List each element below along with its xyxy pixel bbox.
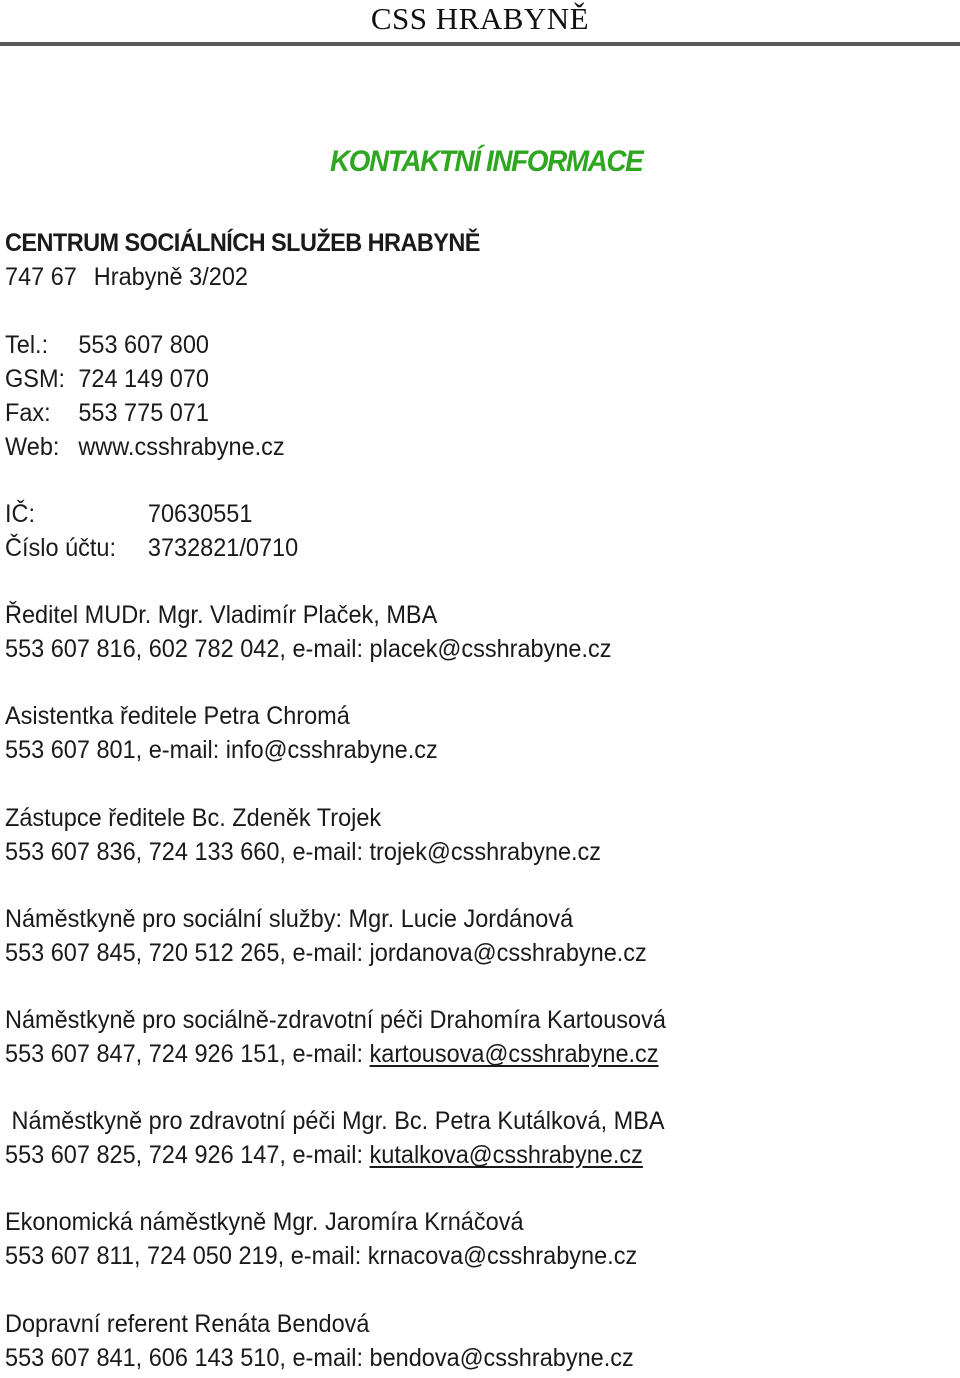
person-contact	[5, 735, 438, 765]
person-email-link[interactable]: trojek@csshrabyne.cz	[369, 838, 602, 866]
person-role-name: Ekonomická náměstkyně Mgr. Jaromíra Krnáčová	[5, 1208, 524, 1236]
person-role-name: Ředitel MUDr. Mgr. Vladimír Plaček, MBA	[5, 601, 438, 629]
header-title: CSS HRABYNĚ	[370, 1, 590, 36]
person-contact	[5, 634, 612, 664]
identifier-value: 70630551	[147, 500, 253, 528]
organization-address	[5, 262, 248, 292]
person-contact	[5, 1039, 659, 1069]
contact-row-fax	[5, 398, 209, 428]
person-phones: 553 607 801, e-mail:	[5, 736, 226, 764]
header-rule	[0, 42, 960, 46]
person-role-name: Náměstkyně pro sociálně-zdravotní péči Drahomíra Kartousová	[5, 1006, 666, 1034]
postal-code: 747 67	[5, 263, 77, 291]
person-phones: 553 607 825, 724 926 147, e-mail:	[5, 1141, 370, 1169]
person-email-link[interactable]: jordanova@csshrabyne.cz	[369, 939, 647, 967]
person-role-name: Dopravní referent Renáta Bendová	[5, 1310, 370, 1338]
person-phones: 553 607 816, 602 782 042, e-mail:	[5, 635, 370, 663]
person-contact	[5, 1140, 643, 1170]
person-phones: 553 607 811, 724 050 219, e-mail:	[5, 1242, 368, 1270]
person-role-name: Náměstkyně pro sociální služby: Mgr. Lucie Jordánová	[5, 905, 574, 933]
person-contact	[5, 1241, 637, 1271]
website-link[interactable]: www.csshrabyne.cz	[78, 433, 285, 461]
person-phones: 553 607 841, 606 143 510, e-mail:	[5, 1344, 370, 1372]
person-contact	[5, 1343, 634, 1373]
person-email-link[interactable]: placek@csshrabyne.cz	[369, 635, 612, 663]
person-role-name: Asistentka ředitele Petra Chromá	[5, 702, 350, 730]
contact-row-gsm	[5, 364, 209, 394]
person-phones: 553 607 847, 724 926 151, e-mail:	[5, 1040, 370, 1068]
person-email-link[interactable]: kutalkova@csshrabyne.cz	[369, 1141, 643, 1169]
person-contact	[5, 938, 647, 968]
contact-label: Tel.:	[5, 331, 49, 359]
page-header	[0, 0, 960, 46]
person-role-name: Zástupce ředitele Bc. Zdeněk Trojek	[5, 804, 382, 832]
person-email-link[interactable]: kartousova@csshrabyne.cz	[369, 1040, 659, 1068]
address-street: Hrabyně 3/202	[93, 263, 248, 291]
contact-value: 553 775 071	[78, 399, 210, 427]
person-email-link[interactable]: krnacova@csshrabyne.cz	[367, 1242, 638, 1270]
identifier-value: 3732821/0710	[147, 534, 299, 562]
contact-value: 553 607 800	[78, 331, 210, 359]
contact-label: Fax:	[5, 399, 51, 427]
contact-row-web	[5, 432, 285, 462]
person-contact	[5, 837, 601, 867]
contact-value: 724 149 070	[78, 365, 210, 393]
contact-label: GSM:	[5, 365, 66, 393]
person-email-link[interactable]: bendova@csshrabyne.cz	[369, 1344, 634, 1372]
section-title: KONTAKTNÍ INFORMACE	[330, 145, 643, 178]
organization-name: CENTRUM SOCIÁLNÍCH SLUŽEB HRABYNĚ	[5, 229, 480, 257]
person-phones: 553 607 836, 724 133 660, e-mail:	[5, 838, 370, 866]
person-phones: 553 607 845, 720 512 265, e-mail:	[5, 939, 370, 967]
identifier-row-ic	[5, 499, 252, 529]
identifier-row-account	[5, 533, 298, 563]
contact-row-tel	[5, 330, 209, 360]
identifier-label: IČ:	[5, 500, 36, 528]
contact-label: Web:	[5, 433, 60, 461]
person-role-name: Náměstkyně pro zdravotní péči Mgr. Bc. Petra Kutálková, MBA	[5, 1107, 665, 1135]
identifier-label: Číslo účtu:	[5, 534, 117, 562]
person-email-link[interactable]: info@csshrabyne.cz	[225, 736, 438, 764]
